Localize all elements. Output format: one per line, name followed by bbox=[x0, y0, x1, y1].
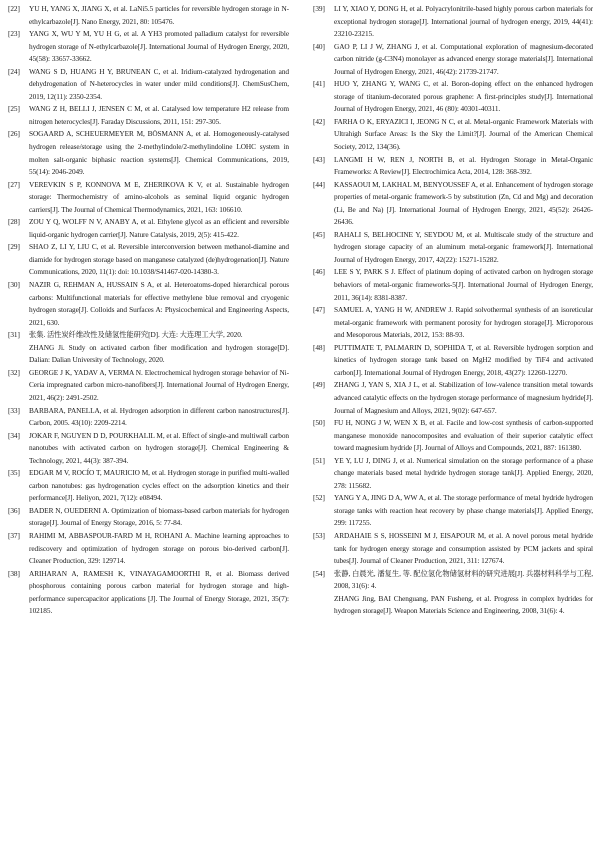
reference-number: [50] bbox=[313, 418, 325, 428]
reference-entry bbox=[8, 329, 289, 367]
reference-text: WANG S D, HUANG H Y, BRUNEAN C, et al. Iridium-catalyzed hydrogenation and dehydrogenation of N-heterocycles in water under mild conditions[J]. ChemSusChem, 2019, 12(11): 2350-2354. bbox=[29, 66, 289, 101]
reference-text: RAHALI S, BELHOCINE Y, SEYDOU M, et al. Multiscale study of the structure and hydrogen storage capacity of an aluminum metal-organic framework[J]. International Journal of Hydrogen Energy, 2017, 42(22): 15271-15282. bbox=[334, 229, 593, 264]
reference-text: GEORGE J K, YADAV A, VERMA N. Electrochemical hydrogen storage behavior of Ni-Ceria impregnated carbon micro-nanofibers[J]. International Journal of Hydrogen Energy, 2021, 46(2): 2491-2502. bbox=[29, 367, 289, 402]
reference-text: LI Y, XIAO Y, DONG H, et al. Polyacrylonitrile-based highly porous carbon materials for exceptional hydrogen storage[J]. International journal of hydrogen energy, 2019, 44(41): 23210-23215. bbox=[334, 4, 593, 39]
reference-number: [22] bbox=[8, 4, 20, 13]
reference-entry bbox=[313, 179, 593, 229]
references-right-column bbox=[313, 3, 593, 618]
reference-text: LANGMI H W, REN J, NORTH B, et al. Hydrogen Storage in Metal-Organic Frameworks: A Review[J]. Electrochimica Acta, 2014, 128: 368-392. bbox=[334, 154, 593, 177]
reference-translation: ZHANG Ji. Study on activated carbon fiber modification and hydrogen storage[D]. Dalian: Dalian University of Technology, 2020. bbox=[29, 342, 289, 365]
reference-entry bbox=[8, 367, 289, 405]
reference-text: YE Y, LU J, DING J, et al. Numerical simulation on the storage performance of a phase change materials based metal hydride hydrogen storage tank[J]. Applied Energy, 2020, 278: 115682. bbox=[334, 455, 593, 490]
reference-number: [45] bbox=[313, 229, 325, 239]
reference-number: [32] bbox=[8, 367, 20, 377]
reference-entry bbox=[313, 116, 593, 154]
reference-entry bbox=[313, 154, 593, 179]
reference-translation: ZHANG Jing, BAI Chenguang, PAN Fusheng, et al. Progress in complex hydrides for hydrogen storage[J]. Weapon Materials Science and Engineering, 2008, 31(6): 4. bbox=[334, 593, 593, 616]
reference-entry bbox=[8, 103, 289, 128]
reference-number: [53] bbox=[313, 530, 325, 540]
reference-text: BADER N, OUEDERNI A. Optimization of biomass-based carbon materials for hydrogen storage[J]. Journal of Energy Storage, 2016, 5: 77-84. bbox=[29, 505, 289, 528]
reference-text: FU H, NONG J W, WEN X B, et al. Facile and low-cost synthesis of carbon-supported manganese monoxide nanocomposites and evaluation of their superior catalytic effect toward magnesium hydride [J]. Journal of Alloys and Compounds, 2021, 887: 161380. bbox=[334, 418, 593, 453]
reference-number: [29] bbox=[8, 242, 20, 252]
reference-text: WANG Z H, BELLI J, JENSEN C M, et al. Catalysed low temperature H2 release from nitrogen heterocycles[J]. Faraday Discussions, 2011, 151: 297-305. bbox=[29, 104, 289, 126]
reference-entry bbox=[8, 3, 289, 28]
reference-number: [31] bbox=[8, 330, 20, 340]
reference-entry bbox=[8, 568, 289, 618]
reference-text: ZOU Y Q, WOLFF N V, ANABY A, et al. Ethylene glycol as an efficient and reversible liquid-organic hydrogen carrier[J]. Nature Catalysis, 2019, 2(5): 415-422. bbox=[29, 217, 289, 239]
reference-number: [24] bbox=[8, 66, 20, 76]
reference-text: SHAO Z, LI Y, LIU C, et al. Reversible interconversion between methanol-diamine and diamide for hydrogen storage based on manganese catalyzed (de)hydrogenation[J]. Nature Communications, 2020, 11(1): doi: 10.1038/S41467-020-14380-3. bbox=[29, 242, 289, 277]
reference-entry bbox=[313, 530, 593, 568]
reference-entry bbox=[313, 568, 593, 618]
reference-entry bbox=[8, 66, 289, 104]
reference-text: ZHANG J, YAN S, XIA J L, et al. Stabilization of low-valence transition metal towards advanced catalytic effects on the hydrogen storage performance of magnesium hydride[J]. Journal of Magnesium and Alloys, 2021, 9(02): 647-657. bbox=[334, 380, 593, 415]
reference-number: [44] bbox=[313, 179, 325, 189]
references-left-column bbox=[8, 3, 289, 618]
reference-entry bbox=[8, 179, 289, 217]
reference-entry bbox=[8, 430, 289, 468]
reference-number: [47] bbox=[313, 305, 325, 315]
reference-entry bbox=[313, 229, 593, 267]
reference-number: [46] bbox=[313, 267, 325, 277]
reference-number: [25] bbox=[8, 104, 20, 114]
reference-text: ARDAHAIE S S, HOSSEINI M J, EISAPOUR M, et al. A novel porous metal hydride tank for hydrogen energy storage and consumption assisted by PCM jackets and spiral tubes[J]. Journal of Cleaner Production, 2021, 311: 127674. bbox=[334, 530, 593, 566]
reference-text: 张静, 白晨光, 潘复生, 等. 配位氢化物储氢材料的研究进展[J]. 兵器材料科学与工程, 2008, 31(6): 4. bbox=[334, 568, 593, 591]
reference-text: BARBARA, PANELLA, et al. Hydrogen adsorption in different carbon nanostructures[J]. Carbon, 2005. 43(10): 2209-2214. bbox=[29, 405, 289, 428]
reference-number: [23] bbox=[8, 29, 20, 39]
reference-entry bbox=[313, 41, 593, 79]
reference-entry bbox=[8, 128, 289, 178]
reference-entry bbox=[313, 266, 593, 304]
reference-number: [54] bbox=[313, 568, 325, 578]
reference-number: [49] bbox=[313, 380, 325, 390]
reference-text: YANG X, WU Y M, YU H G, et al. A YH3 promoted palladium catalyst for reversible hydrogen storage of N-ethylcarbazole[J]. International Journal of Hydrogen Energy, 2020, 45(58): 33657-33662. bbox=[29, 29, 289, 64]
reference-text: JOKAR F, NGUYEN D D, POURKHALIL M, et al. Effect of single-and multiwall carbon nanotubes with activated carbon on hydrogen storage[J]. Chemical Engineering & Technology, 2021, 44(3): 387-394. bbox=[29, 430, 289, 465]
reference-number: [30] bbox=[8, 280, 20, 290]
reference-number: [28] bbox=[8, 217, 20, 227]
reference-number: [43] bbox=[313, 154, 325, 164]
reference-number: [39] bbox=[313, 4, 325, 13]
reference-text: YANG Y A, JING D A, WW A, et al. The storage performance of metal hydride hydrogen storage tanks with reaction heat recovery by phase change materials[J]. Applied Energy, 299: 117255. bbox=[334, 493, 593, 528]
reference-entry bbox=[313, 417, 593, 455]
reference-number: [33] bbox=[8, 405, 20, 415]
reference-text: 张集. 活性炭纤维改性及储氢性能研究[D]. 大连: 大连理工大学, 2020. bbox=[29, 330, 243, 340]
reference-text: ARIHARAN A, RAMESH K, VINAYAGAMOORTHI R, et al. Biomass derived phosphorous containing porous carbon material for hydrogen storage and high-performance supercapacitor applications [J]. The Journal of Energy Storage, 2021, 35(7): 102185. bbox=[29, 568, 289, 616]
reference-text: VEREVKIN S P, KONNOVA M E, ZHERIKOVA K V, et al. Sustainable hydrogen storage: Thermochemistry of amino-alcohols as seminal liquid organic hydrogen carriers[J]. The Journal of Chemical Thermodynamics, 2021, 163: 106610. bbox=[29, 179, 289, 214]
reference-entry bbox=[313, 492, 593, 530]
reference-number: [38] bbox=[8, 568, 20, 578]
reference-text: SAMUEL A, YANG H W, ANDREW J. Rapid solvothermal synthesis of an isoreticular metal-organic framework with permanent porosity for hydrogen storage[J]. Microporous and Mesoporous Materials, 2012, 153: 88-93. bbox=[334, 305, 593, 340]
reference-text: KASSAOUI M, LAKHAL M, BENYOUSSEF A, et al. Enhancement of hydrogen storage properties of metal-organic framework-5 by substitution (Zn, Cd and Mg) and decoration (Li, Be and Na) [J]. International Journal of Hydrogen Energy, 2021, 45(52): 26426-26436. bbox=[334, 179, 593, 227]
reference-number: [48] bbox=[313, 342, 325, 352]
reference-entry bbox=[8, 241, 289, 279]
reference-text: RAHIMI M, ABBASPOUR-FARD M H, ROHANI A. Machine learning approaches to rediscovery and optimization of hydrogen storage on porous bio-derived carbon[J]. Cleaner Production, 329: 129714. bbox=[29, 530, 289, 566]
reference-number: [34] bbox=[8, 430, 20, 440]
reference-text: LEE S Y, PARK S J. Effect of platinum doping of activated carbon on hydrogen storage behaviors of metal-organic frameworks-5[J]. International Journal of Hydrogen Energy, 2011, 36(14): 8381-8387. bbox=[334, 267, 593, 302]
reference-entry bbox=[313, 3, 593, 41]
reference-number: [35] bbox=[8, 468, 20, 478]
reference-entry bbox=[8, 530, 289, 568]
reference-entry bbox=[313, 78, 593, 116]
reference-text: GAO P, LI J W, ZHANG J, et al. Computational exploration of magnesium-decorated carbon nitride (g-C3N4) monolayer as advanced energy storage materials[J]. International Journal of Hydrogen Energy, 2021, 46(42): 21739-21747. bbox=[334, 41, 593, 76]
reference-entry bbox=[8, 505, 289, 530]
reference-number: [51] bbox=[313, 455, 325, 465]
reference-text: HUO Y, ZHANG Y, WANG C, et al. Boron-doping effect on the enhanced hydrogen storage of titanium-decorated porous graphene: A first-principles study[J]. International Journal of Hydrogen Energy, 2021, 46 (80): 40301-40311. bbox=[334, 79, 593, 114]
reference-number: [40] bbox=[313, 41, 325, 51]
reference-entry bbox=[8, 405, 289, 430]
reference-text: PUTTIMATE T, PALMARIN D, SOPHIDA T, et al. Reversible hydrogen sorption and kinetics of hydrogen storage tank based on MgH2 modified by TiF4 and activated carbon[J]. International Journal of Hydrogen Energy, 2018, 43(27): 12260-12270. bbox=[334, 342, 593, 377]
reference-text: NAZIR G, REHMAN A, HUSSAIN S A, et al. Heteroatoms-doped hierarchical porous carbons: Multifunctional materials for effective methylene blue removal and cryogenic hydrogen storage[J]. Colloids and Surfaces A: Physicochemical and Engineering Aspects, 2021, 630. bbox=[29, 280, 289, 327]
reference-entry bbox=[313, 342, 593, 380]
reference-number: [27] bbox=[8, 179, 20, 189]
reference-entry bbox=[8, 28, 289, 66]
reference-entry bbox=[313, 304, 593, 342]
reference-entry bbox=[313, 455, 593, 493]
reference-entry bbox=[8, 279, 289, 329]
reference-number: [37] bbox=[8, 530, 20, 540]
reference-entry bbox=[8, 467, 289, 505]
reference-entry bbox=[8, 216, 289, 241]
reference-number: [41] bbox=[313, 79, 325, 89]
reference-text: SOGAARD A, SCHEUERMEYER M, BÖSMANN A, et al. Homogeneously-catalysed hydrogen release/storage using the 2-methylindole/2-methylindoline LOHC system in molten salt-organic biphasic reaction systems[J]. Chemical Communications, 2019, 55(14): 2046-2049. bbox=[29, 129, 289, 177]
reference-text: FARHA O K, ERYAZICI I, JEONG N C, et al. Metal-organic Framework Materials with Ultrahigh Surface Areas: Is the Sky the Limit?[J]. Journal of the American Chemical Society, 2012, 134(36). bbox=[334, 116, 593, 152]
reference-text: YU H, YANG X, JIANG X, et al. LaNi5.5 particles for reversible hydrogen storage in N-ethylcarbazole[J]. Nano Energy, 2021, 80: 105476. bbox=[29, 4, 289, 26]
reference-number: [42] bbox=[313, 116, 325, 126]
reference-number: [26] bbox=[8, 129, 20, 139]
reference-number: [52] bbox=[313, 493, 325, 503]
reference-number: [36] bbox=[8, 505, 20, 515]
reference-text: EDGAR M V, ROCÍO T, MAURICIO M, et al. Hydrogen storage in purified multi-walled carbon nanotubes: gas hydrogenation cycles effect on the adsorption kinetics and their performance[J]. Heliyon, 2021, 7(12): e08494. bbox=[29, 468, 289, 503]
reference-entry bbox=[313, 379, 593, 417]
